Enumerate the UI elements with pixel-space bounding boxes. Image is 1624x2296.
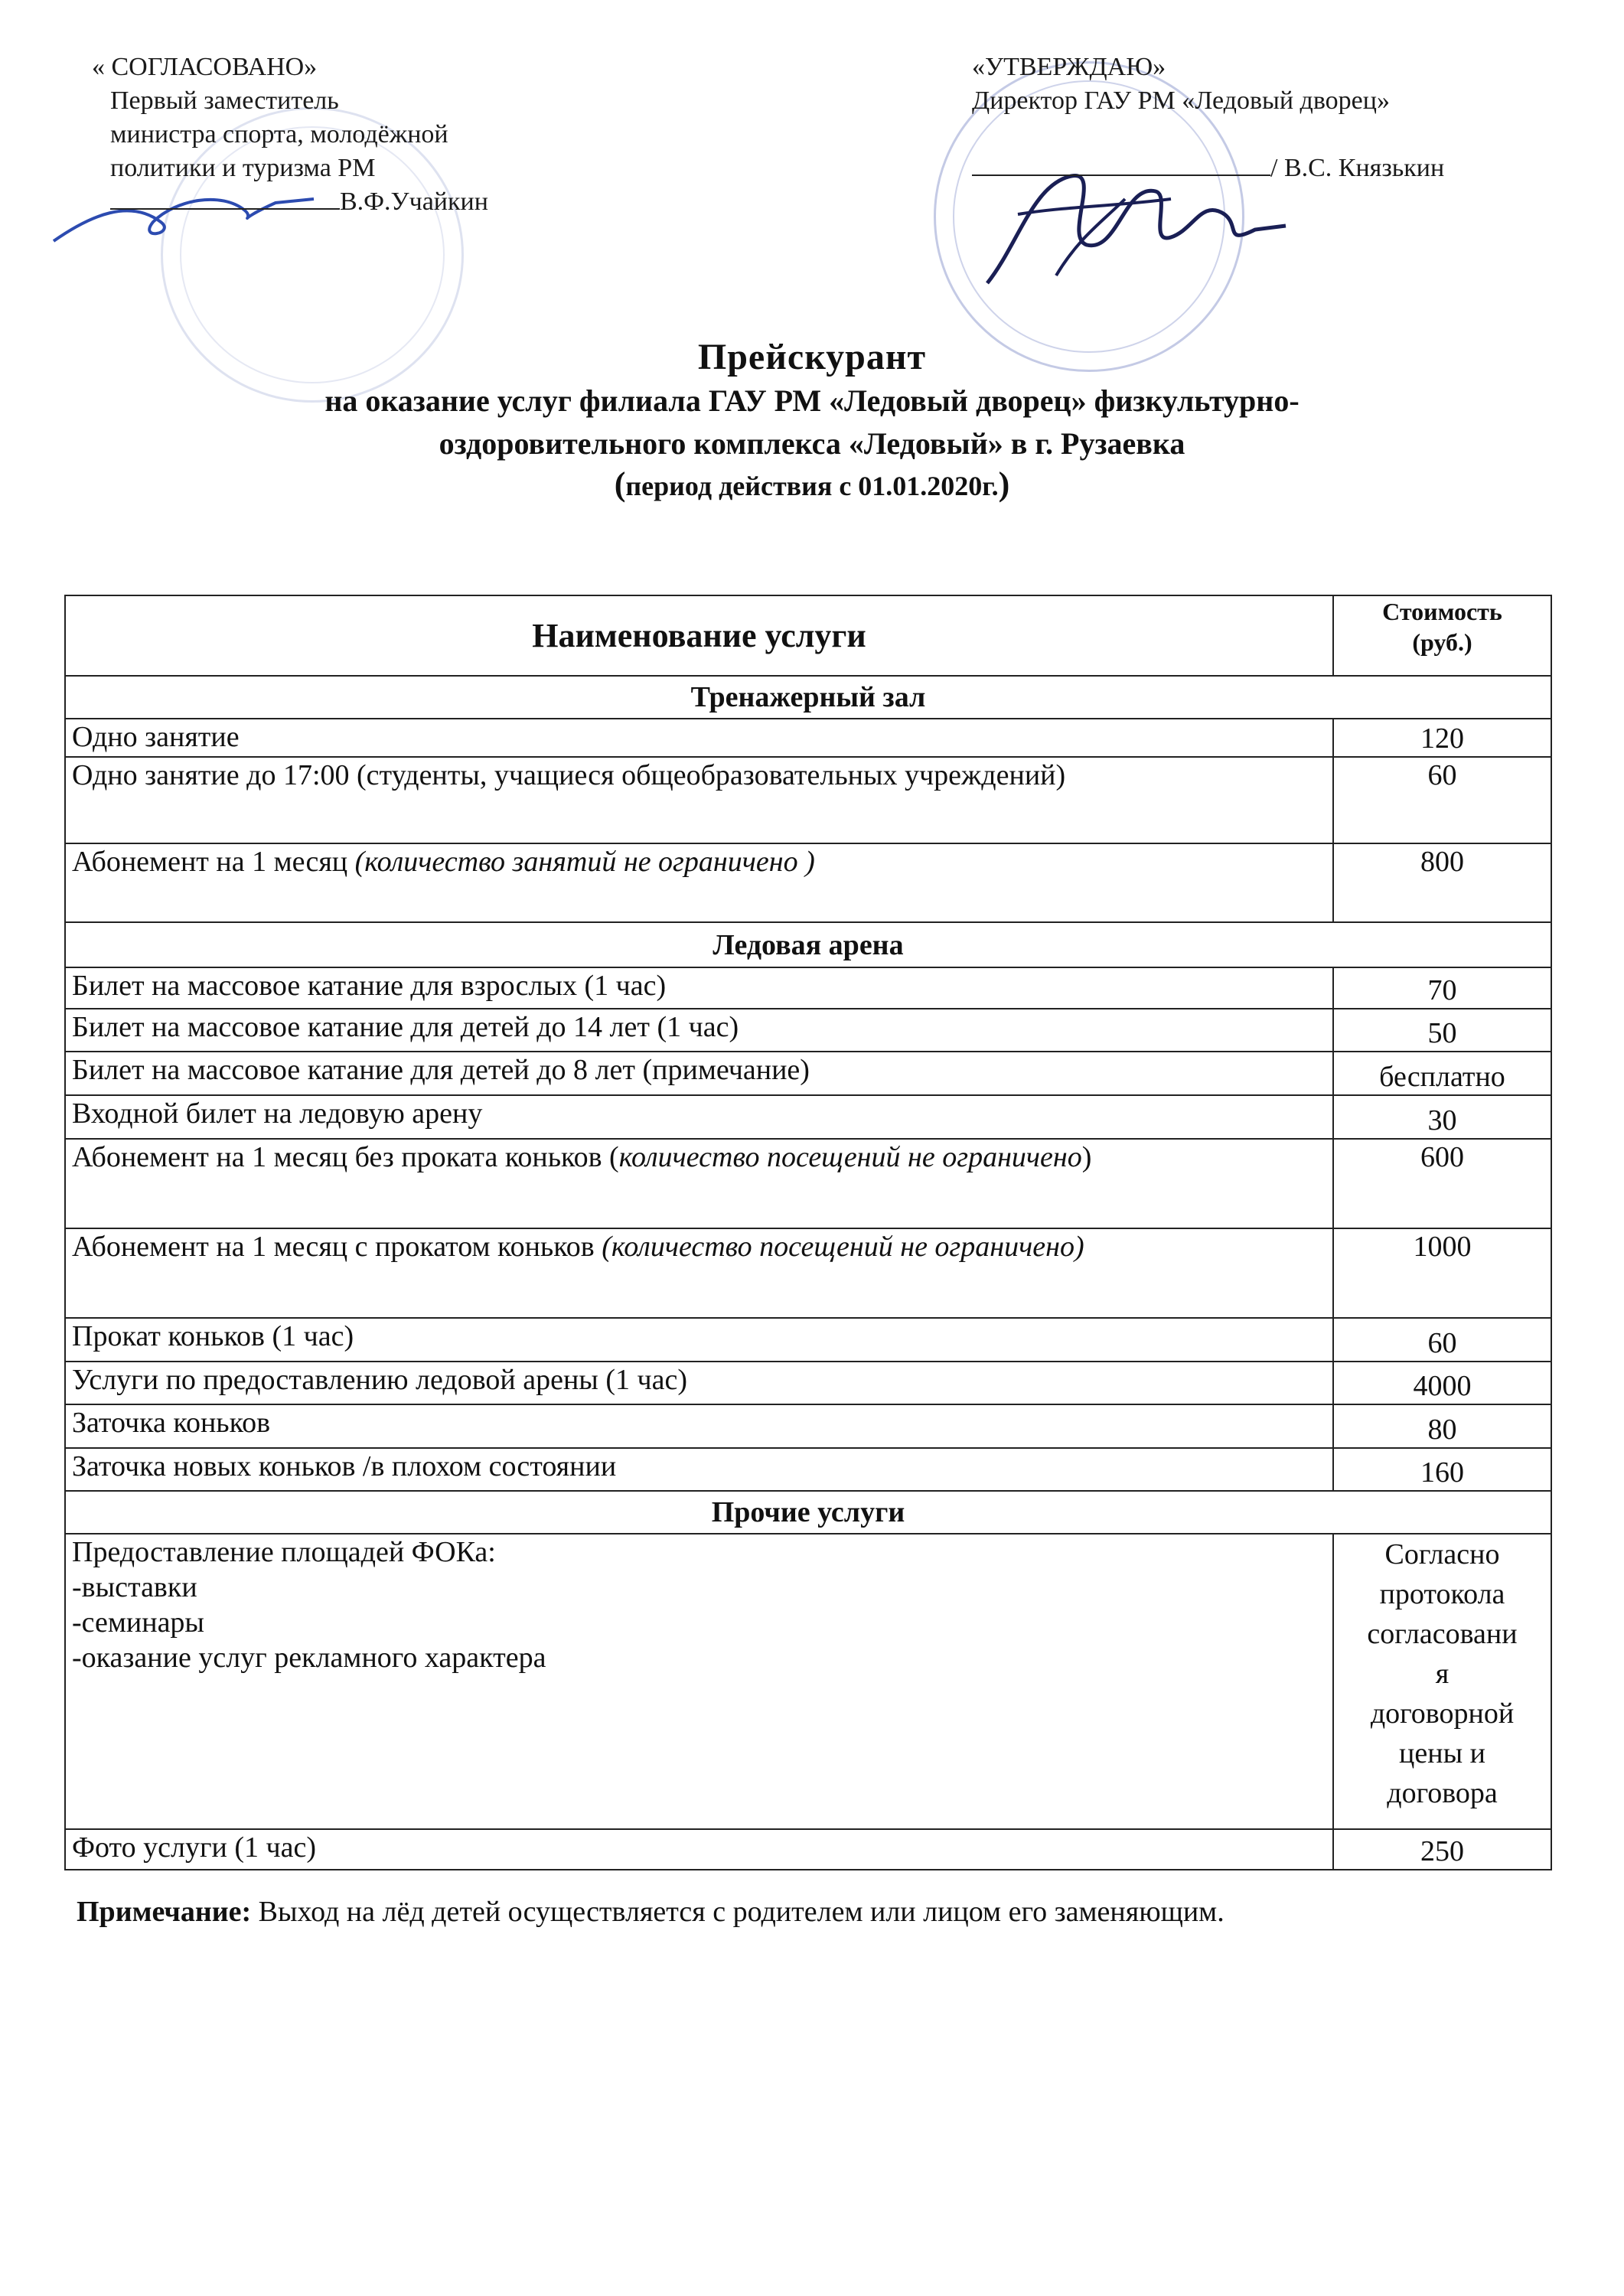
document-title: Прейскурант <box>697 337 927 377</box>
table-row <box>65 1009 1551 1052</box>
service-price: 70 <box>1333 967 1551 1009</box>
table-row <box>65 1534 1551 1829</box>
section-row <box>65 676 1551 719</box>
approve-line: Директор ГАУ РМ «Ледовый дворец» <box>972 86 1390 115</box>
document-title-block <box>0 335 1624 505</box>
service-name: Предоставление площадей ФОКа: -выставки -семинары -оказание услуг рекламного характера <box>65 1534 1333 1829</box>
table-row <box>65 757 1551 843</box>
service-name: Прокат коньков (1 час) <box>65 1318 1333 1362</box>
footnote <box>77 1893 1515 1930</box>
section-title: Прочие услуги <box>65 1491 1551 1534</box>
agreed-line-2: министра спорта, молодёжной <box>110 120 448 148</box>
service-name: Одно занятие <box>65 719 1333 757</box>
service-price: бесплатно <box>1333 1052 1551 1095</box>
header-service-name: Наименование услуги <box>65 595 1333 676</box>
agreed-signature-line <box>92 185 488 219</box>
service-price: 600 <box>1333 1139 1551 1228</box>
service-name: Одно занятие до 17:00 (студенты, учащиеся общеобразовательных учреждений) <box>65 757 1333 843</box>
footnote-text: Выход на лёд детей осуществляется с родителем или лицом его заменяющим. <box>251 1896 1225 1928</box>
header-price: Стоимость (руб.) <box>1333 595 1551 676</box>
service-name: Входной билет на ледовую арену <box>65 1095 1333 1139</box>
table-row <box>65 1095 1551 1139</box>
service-name: Абонемент на 1 месяц без проката коньков (количество посещений не ограничено) <box>65 1139 1333 1228</box>
service-name: Абонемент на 1 месяц (количество занятий не ограничено ) <box>65 843 1333 922</box>
service-price: 1000 <box>1333 1228 1551 1318</box>
table-header-row <box>65 595 1551 676</box>
table-row <box>65 1404 1551 1448</box>
service-note: (количество занятий не ограничено ) <box>354 846 815 878</box>
service-price: 80 <box>1333 1404 1551 1448</box>
price-table <box>64 595 1552 1870</box>
table-row <box>65 1139 1551 1228</box>
approve-signature-line <box>972 152 1444 185</box>
service-price: 30 <box>1333 1095 1551 1139</box>
footnote-label: Примечание: <box>77 1896 252 1928</box>
service-price: 50 <box>1333 1009 1551 1052</box>
table-row <box>65 1448 1551 1491</box>
service-price: 160 <box>1333 1448 1551 1491</box>
service-price: 120 <box>1333 719 1551 757</box>
approve-block <box>972 51 1444 185</box>
service-price: 4000 <box>1333 1362 1551 1404</box>
service-name: Фото услуги (1 час) <box>65 1829 1333 1870</box>
subtitle-line-2: оздоровительного комплекса «Ледовый» в г. Рузаевка <box>439 426 1185 461</box>
service-price: 250 <box>1333 1829 1551 1870</box>
section-title: Тренажерный зал <box>65 676 1551 719</box>
agreed-line-1: Первый заместитель <box>110 86 339 115</box>
table-row <box>65 1829 1551 1870</box>
service-name: Билет на массовое катание для детей до 14 лет (1 час) <box>65 1009 1333 1052</box>
subtitle-line-1: на оказание услуг филиала ГАУ РМ «Ледовый дворец» физкультурно- <box>324 383 1300 418</box>
table-row <box>65 719 1551 757</box>
service-price: 60 <box>1333 1318 1551 1362</box>
service-name: Заточка новых коньков /в плохом состоянии <box>65 1448 1333 1491</box>
service-name: Услуги по предоставлению ледовой арены (1 час) <box>65 1362 1333 1404</box>
service-note: (количество посещений не ограничено) <box>602 1231 1084 1263</box>
service-price: 60 <box>1333 757 1551 843</box>
service-name: Билет на массовое катание для взрослых (1 час) <box>65 967 1333 1009</box>
service-note: количество посещений не ограничено <box>618 1141 1082 1173</box>
service-price: 800 <box>1333 843 1551 922</box>
table-row <box>65 1052 1551 1095</box>
service-price: Согласно протокола согласовани я договорной цены и договора <box>1333 1534 1551 1829</box>
service-name: Абонемент на 1 месяц с прокатом коньков (количество посещений не ограничено) <box>65 1228 1333 1318</box>
agreed-line-3: политики и туризма РМ <box>110 154 376 182</box>
section-row <box>65 1491 1551 1534</box>
approve-label: «УТВЕРЖДАЮ» <box>972 53 1166 81</box>
section-title: Ледовая арена <box>65 922 1551 967</box>
agreed-label: « СОГЛАСОВАНО» <box>92 53 318 81</box>
agreed-signatory: В.Ф.Учайкин <box>340 188 488 216</box>
table-row <box>65 1318 1551 1362</box>
table-row <box>65 1228 1551 1318</box>
service-name: Билет на массовое катание для детей до 8 лет (примечание) <box>65 1052 1333 1095</box>
section-row <box>65 922 1551 967</box>
table-row <box>65 967 1551 1009</box>
table-row <box>65 1362 1551 1404</box>
service-name: Заточка коньков <box>65 1404 1333 1448</box>
approve-signatory: / В.С. Князькин <box>1270 154 1445 182</box>
agreed-block <box>92 51 488 219</box>
table-row <box>65 843 1551 922</box>
validity-period: (период действия с 01.01.2020г.) <box>614 465 1010 503</box>
